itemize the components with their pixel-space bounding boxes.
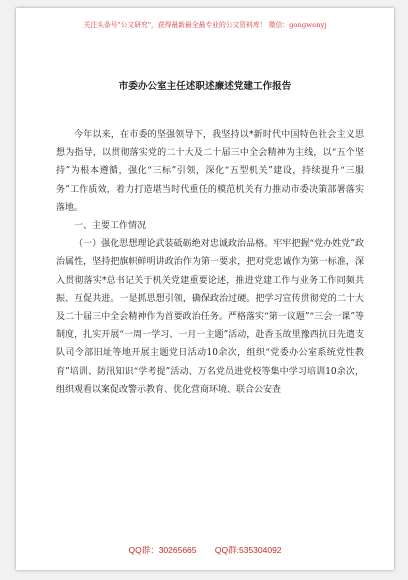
document-body: [56, 126, 364, 399]
document-title: 市委办公室主任述职述廉述党建工作报告: [118, 81, 292, 92]
footer-contact: [16, 544, 394, 556]
section-heading: 一、主要工作情况: [74, 221, 147, 232]
document-page: [16, 8, 394, 570]
body-paragraph: （一）强化思想理论武装砥砺绝对忠诚政治品格。牢牢把握“党办姓党”政治属性，坚持把旗帜鲜明讲政治作为第一要求，把对党忠诚作为第一标准，深入贯彻落实*总书记关于机关党建重要论述，推进党建工作与业务工作同频共振、互促共进。一是抓思想引领，确保政治过硬。把学习宣传贯彻党的二十大及二十届三中全会精神作为首要政治任务。严格落实“第一议题”“三会一课”等制度，扎实开展“一周一学习、一月一主题”活动，赴香玉故里豫西抗日先遣支队司令部旧址等地开展主题党日活动10余次，组织“党委办公室系统党性教育”培训、防汛知识“学考提”活动、万名党员进党校等集中学习培训10余次，组织观看以案促改警示教育、优化营商环境、联合公安查: [56, 239, 364, 395]
intro-paragraph: 今年以来，在市委的坚强领导下，我坚持以*新时代中国特色社会主义思想为指导，以贯彻落实党的二十大及二十届三中全会精神为主线，以“五个坚持”为根本遵循，强化“三标”引领，深化“五型机关”建设，持续提升“三服务”工作质效，着力打造堪当时代重任的模范机关有力推动市委决策部署落实落地。: [56, 130, 364, 213]
footer-qq-group-1: QQ群：30265665: [128, 545, 197, 555]
footer-qq-group-2: QQ群:535304092: [214, 545, 282, 555]
header-banner: 关注头条号"公文研究"，获得最新最全最专业的公文资料库！ 微信：gongwenyj: [83, 21, 327, 29]
